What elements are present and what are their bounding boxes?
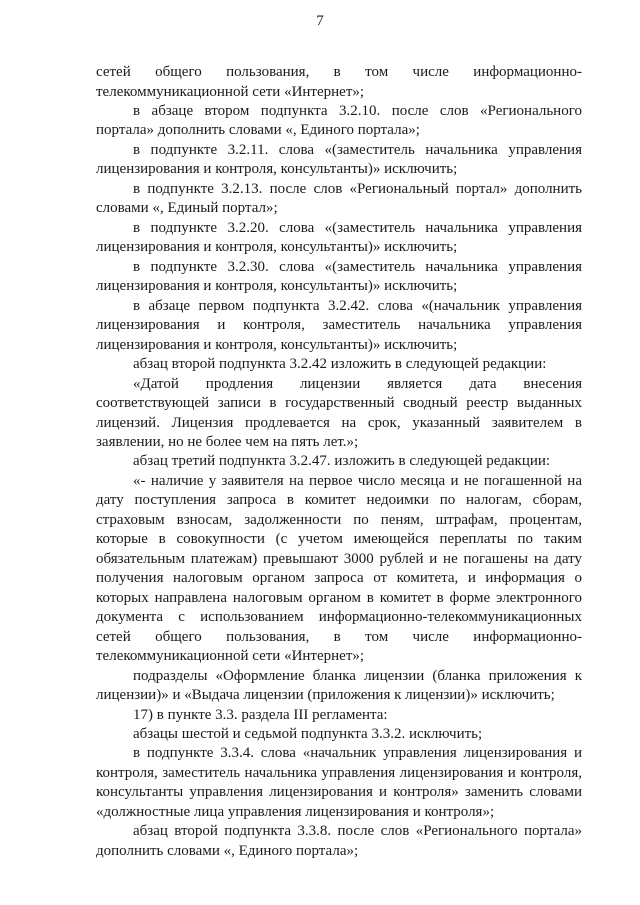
- text-line: в подпункте 3.2.13. после слов «Региональный портал» дополнить: [133, 180, 582, 197]
- text-line: сетей общего пользования, в том числе информационно-: [96, 628, 582, 645]
- text-line: в подпункте 3.3.4. слова «начальник управления лицензирования и: [133, 745, 582, 762]
- text-line: в абзаце втором подпункта 3.2.10. после слов «Регионального: [133, 102, 582, 119]
- text-line: получения налоговым органом запроса от комитета, и информация о: [96, 570, 582, 587]
- text-line: которые в совокупности (с учетом имеющейся переплаты по таким: [96, 531, 582, 548]
- text-line: подразделы «Оформление бланка лицензии (бланка приложения к: [133, 667, 582, 684]
- text-line: которых направлена налоговым органом в комитет в форме электронного: [96, 589, 582, 606]
- text-line: телекоммуникационной сети «Интернет»;: [96, 648, 365, 665]
- text-line: в абзаце первом подпункта 3.2.42. слова «(начальник управления: [133, 297, 582, 314]
- page-number: 7: [316, 13, 324, 29]
- text-line: контроля, заместитель начальника управления лицензирования и контроля,: [96, 764, 582, 781]
- text-line: «должностные лица управления лицензирования и контроля»;: [96, 803, 495, 820]
- text-line: дату поступления запроса в комитет недоимки по налогам, сборам,: [96, 492, 582, 509]
- text-line: в подпункте 3.2.20. слова «(заместитель начальника управления: [133, 219, 582, 236]
- text-line: в подпункте 3.2.30. слова «(заместитель начальника управления: [133, 258, 582, 275]
- text-line: телекоммуникационной сети «Интернет»;: [96, 83, 365, 100]
- text-line: страховым взносам, задолженности по пеням, штрафам, процентам,: [96, 511, 582, 528]
- text-line: лицензирования и контроля, консультанты)» исключить;: [96, 278, 458, 295]
- text-line: дополнить словами «, Единого портала»;: [96, 842, 359, 859]
- text-line: обязательным платежам) превышают 3000 рублей и не погашены на дату: [96, 550, 582, 567]
- text-line: абзац второй подпункта 3.3.8. после слов «Регионального портала»: [133, 823, 582, 840]
- text-line: лицензирования и контроля, консультанты)» исключить;: [96, 239, 458, 256]
- text-line: документа с использованием информационно-телекоммуникационных: [96, 609, 582, 626]
- text-line: портала» дополнить словами «, Единого портала»;: [96, 122, 420, 139]
- text-line: консультанты управления лицензирования и контроля» заменить словами: [96, 784, 582, 801]
- text-line: «- наличие у заявителя на первое число месяца и не погашенной на: [133, 472, 582, 489]
- text-line: в подпункте 3.2.11. слова «(заместитель начальника управления: [133, 141, 582, 158]
- text-line: абзац второй подпункта 3.2.42 изложить в следующей редакции:: [133, 356, 547, 372]
- text-line: лицензий. Лицензия продлевается на срок, указанный заявителем в: [96, 414, 582, 431]
- text-line: абзацы шестой и седьмой подпункта 3.3.2. исключить;: [133, 726, 483, 742]
- text-line: заявлении, но не более чем на пять лет.»;: [96, 433, 359, 450]
- text-line: лицензии)» и «Выдача лицензии (приложения к лицензии)» исключить;: [96, 687, 555, 703]
- text-line: соответствующей записи в государственный сводный реестр выданных: [96, 395, 582, 411]
- text-line: лицензирования и контроля, консультанты)» исключить;: [96, 161, 458, 178]
- text-line: лицензирования и контроля, заместитель начальника управления: [96, 317, 582, 334]
- text-line: лицензирования и контроля, консультанты)» исключить;: [96, 336, 458, 353]
- text-line: сетей общего пользования, в том числе информационно-: [96, 64, 582, 80]
- text-line: словами «, Единый портал»;: [96, 200, 278, 217]
- text-line: «Датой продления лицензии является дата внесения: [133, 375, 582, 392]
- text-line: 17) в пункте 3.3. раздела III регламента:: [133, 706, 388, 723]
- text-line: абзац третий подпункта 3.2.47. изложить в следующей редакции:: [133, 453, 551, 470]
